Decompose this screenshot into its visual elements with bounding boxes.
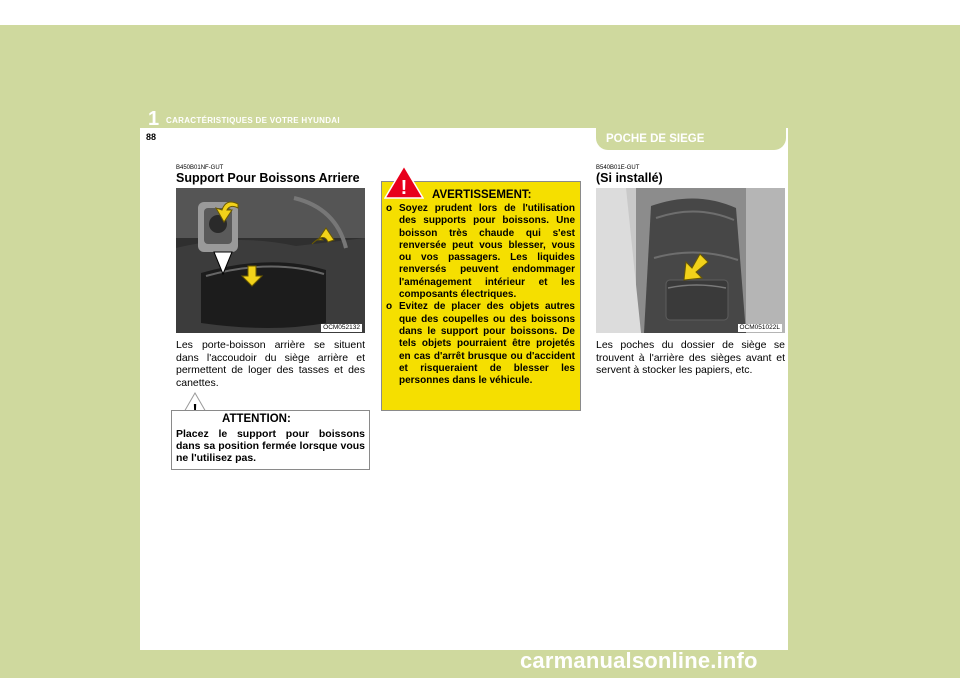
body-paragraph: Les porte-boisson arrière se situent dans l'accoudoir du siège arrière et permettent de loger des tasses et des canettes. bbox=[176, 339, 365, 389]
warning-item bbox=[386, 301, 575, 387]
bullet: o bbox=[386, 203, 393, 214]
photo-code: OCM051022L bbox=[739, 324, 780, 331]
section-heading: Support Pour Boissons Arriere bbox=[176, 171, 360, 185]
svg-text:!: ! bbox=[400, 177, 408, 199]
warning-item-text: Evitez de placer des objets autres que des coupelles ou des boissons dans le support pour boissons. De tels objets pourraient être projetés en cas d'arrêt brusque ou d'accident et risqueraient de blesser les personnes dans le véhicule. bbox=[399, 301, 575, 387]
seat-back-pocket-photo bbox=[596, 188, 785, 333]
section-heading: (Si installé) bbox=[596, 171, 663, 185]
warning-title: AVERTISSEMENT: bbox=[432, 189, 532, 201]
armrest-illustration bbox=[176, 188, 365, 333]
warning-icon bbox=[384, 165, 424, 199]
section-code: B450B01NF-GUT bbox=[176, 165, 224, 171]
seat-pocket-illustration bbox=[596, 188, 785, 333]
warning-item bbox=[386, 203, 575, 301]
rear-armrest-cupholder-photo bbox=[176, 188, 365, 333]
watermark: carmanualsonline.info bbox=[520, 648, 758, 673]
section-tab-label: POCHE DE SIEGE bbox=[606, 133, 705, 145]
section-code: B540B01E-GUT bbox=[596, 165, 640, 171]
warning-list bbox=[386, 203, 575, 387]
page-number: 88 bbox=[146, 132, 157, 142]
attention-title: ATTENTION: bbox=[222, 413, 291, 425]
warning-item-text: Soyez prudent lors de l'utilisation des supports pour boissons. Une boisson très chaude qui s'est renversée peut vous blesser, vous ou vos passagers. Les liquides renversés peuvent endommager l'aménagement intérieur et les composants électriques. bbox=[399, 203, 575, 301]
chapter-number: 1 bbox=[148, 108, 160, 130]
body-paragraph: Les poches du dossier de siège se trouvent à l'arrière des sièges avant et servent à stocker les papiers, etc. bbox=[596, 339, 785, 376]
photo-code: OCM052132 bbox=[323, 324, 360, 331]
bullet: o bbox=[386, 301, 393, 313]
chapter-title: CARACTÉRISTIQUES DE VOTRE HYUNDAI bbox=[166, 116, 340, 125]
attention-text: Placez le support pour boissons dans sa position fermée lorsque vous ne l'utilisez pas. bbox=[176, 428, 365, 464]
